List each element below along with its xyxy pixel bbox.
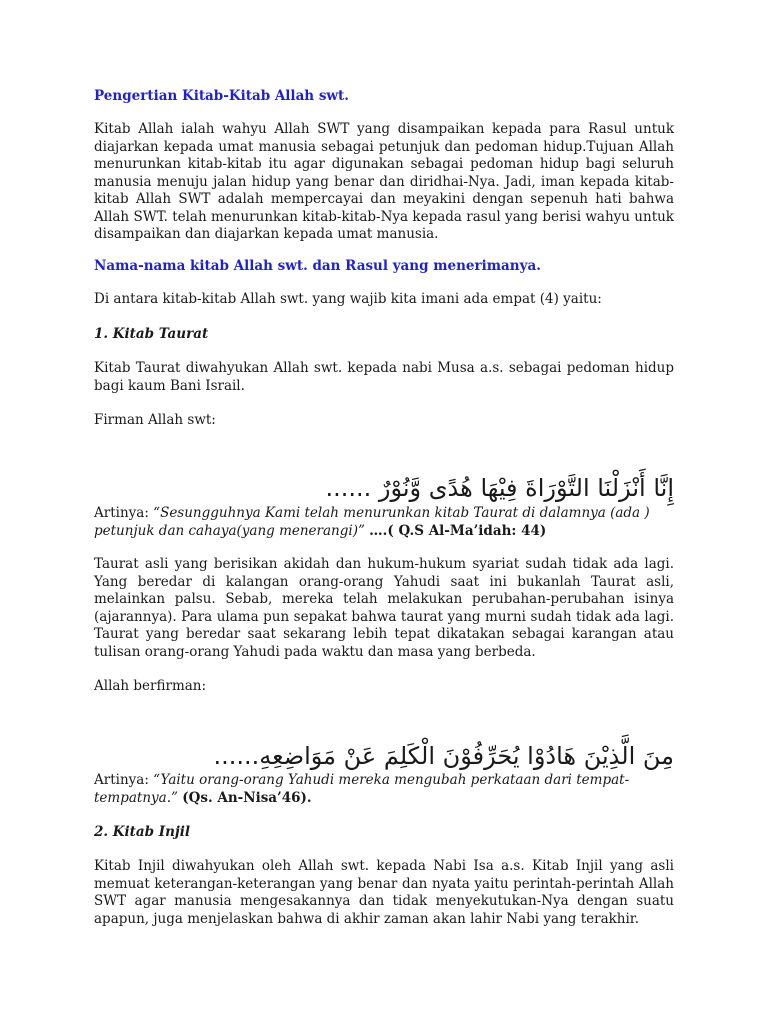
translation-2-label: Artinya: (94, 772, 149, 788)
section-heading: Nama-nama kitab Allah swt. dan Rasul yang menerimanya. (94, 258, 541, 274)
translation-1 (94, 505, 674, 540)
translation-1-text: “Sesungguhnya Kami telah menurunkan kitab Taurat di dalamnya (ada ) petunjuk dan cahaya(yang menerangi)” (94, 505, 650, 539)
section-intro: Di antara kitab-kitab Allah swt. yang wajib kita imani ada empat (4) yaitu: (94, 291, 602, 307)
translation-2 (94, 772, 674, 807)
translation-2-text: “Yaitu orang-orang Yahudi mereka mengubah perkataan dari tempat-tempatnya.” (94, 772, 630, 806)
translation-2-ref: (Qs. An-Nisa’46). (182, 789, 312, 806)
page-title: Pengertian Kitab-Kitab Allah swt. (94, 88, 349, 104)
injil-heading: 2. Kitab Injil (94, 824, 191, 840)
berfirman-label: Allah berfirman: (94, 678, 207, 694)
taurat-paragraph: Taurat asli yang berisikan akidah dan hukum-hukum syariat sudah tidak ada lagi. Yang beredar di kalangan orang-orang Yahudi saat ini bukanlah Taurat asli, melainkan palsu. Sebab, mereka telah melakukan perubahan-perubahan isinya (ajarannya). Para ulama pun sepakat bahwa taurat yang murni sudah tidak ada lagi. Taurat yang beredar saat sekarang lebih tepat dikatakan sebagai karangan atau tulisan orang-orang Yahudi pada waktu dan masa yang berbeda. (94, 556, 674, 660)
firman-label: Firman Allah swt: (94, 412, 216, 428)
translation-1-label: Artinya: (94, 505, 149, 521)
arabic-verse-2: مِنَ الَّذِيْنَ هَادُوْا يُحَرِّفُوْنَ الْكَلِمَ عَنْ مَوَاضِعِهِ...... (213, 742, 674, 770)
arabic-verse-1: إِنَّا أَنْزَلْنَا التَّوْرَاةَ فِيْهَا هُدًى وَّنُوْرٌ ...... (325, 474, 674, 502)
taurat-description: Kitab Taurat diwahyukan Allah swt. kepada nabi Musa a.s. sebagai pedoman hidup bagi kaum Bani Israil. (94, 360, 674, 394)
translation-1-ref: ….( Q.S Al-Ma’idah: 44) (369, 522, 547, 539)
intro-paragraph: Kitab Allah ialah wahyu Allah SWT yang disampaikan kepada para Rasul untuk diajarkan kepada umat manusia sebagai petunjuk dan pedoman hidup.Tujuan Allah menurunkan kitab-kitab itu agar digunakan sebagai pedoman hidup bagi seluruh manusia menuju jalan hidup yang benar dan diridhai-Nya. Jadi, iman kepada kitab-kitab Allah SWT adalah mempercayai dan meyakini dengan sepenuh hati bahwa Allah SWT. telah menurunkan kitab-kitab-Nya kepada rasul yang berisi wahyu untuk disampaikan dan diajarkan kepada umat manusia. (94, 121, 674, 242)
injil-description: Kitab Injil diwahyukan oleh Allah swt. kepada Nabi Isa a.s. Kitab Injil yang asli memuat keterangan-keterangan yang benar dan nyata yaitu perintah-perintah Allah SWT agar manusia mengesakannya dan tidak menyekutukan-Nya dengan suatu apapun, juga menjelaskan bahwa di akhir zaman akan lahir Nabi yang terakhir. (94, 858, 674, 927)
taurat-heading: 1. Kitab Taurat (94, 326, 209, 342)
